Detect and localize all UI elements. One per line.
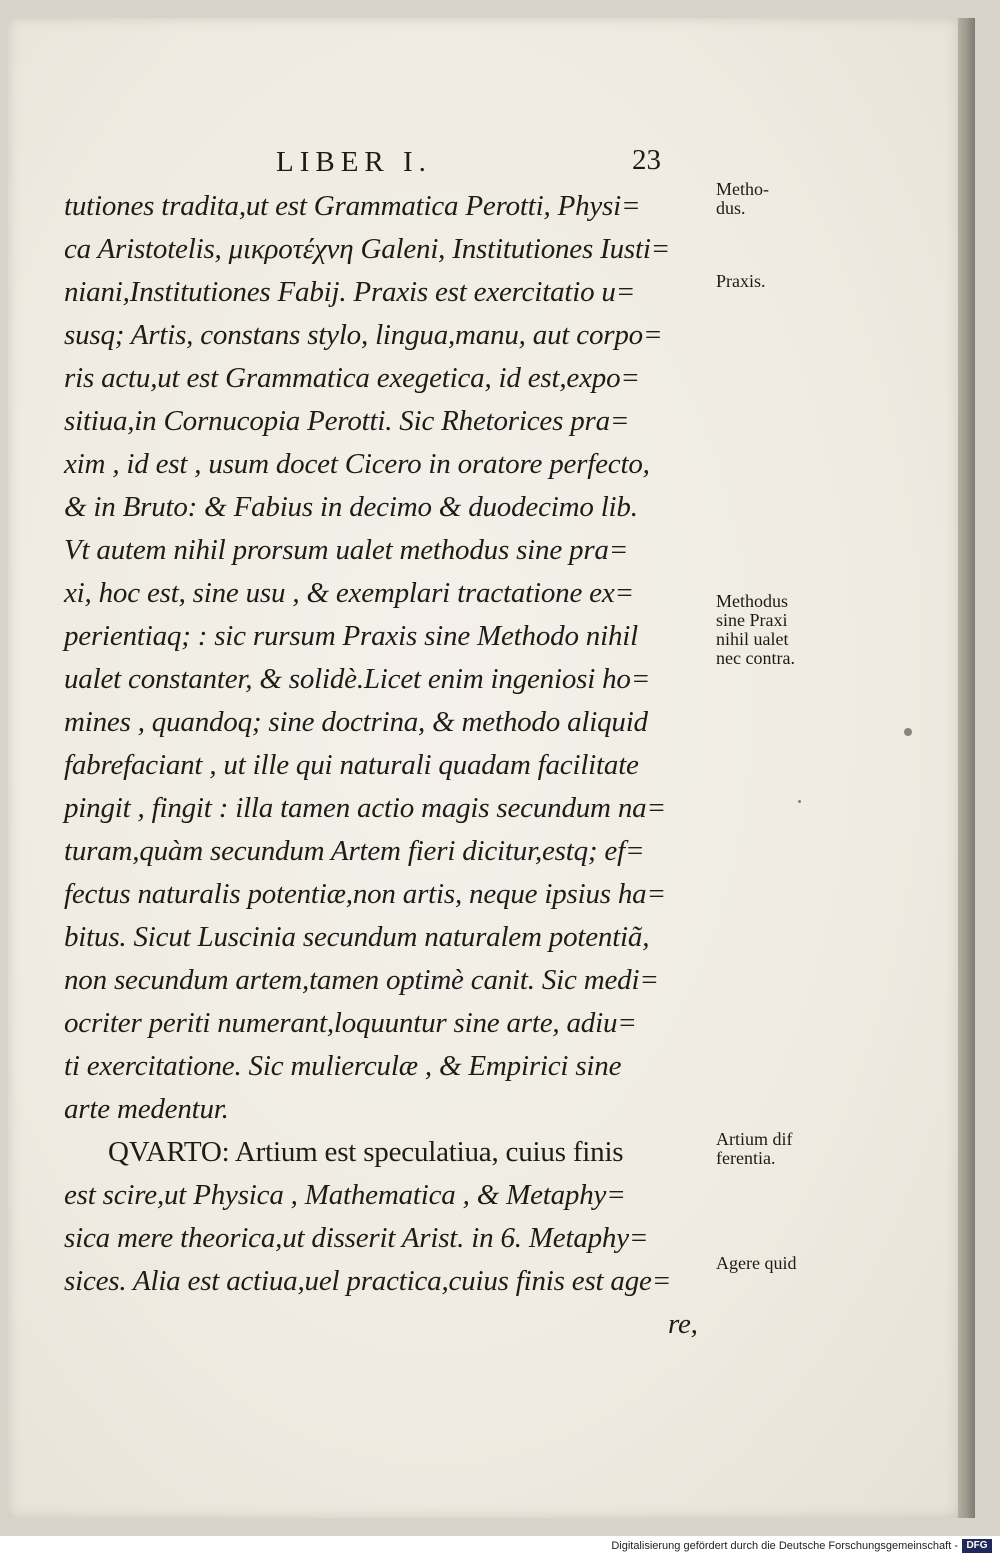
page-number: 23	[632, 144, 661, 176]
margin-note: Praxis.	[716, 271, 766, 291]
funding-credit: Digitalisierung gefördert durch die Deutsche Forschungsgemeinschaft -	[611, 1540, 958, 1552]
book-edge	[955, 18, 975, 1518]
text-line: sices. Alia est actiua,uel practica,cuius finis est age=	[64, 1265, 672, 1297]
text-line: non secundum artem,tamen optimè canit. Sic medi=	[64, 964, 659, 996]
margin-note: Agere quid	[716, 1253, 797, 1273]
text-line: mines , quandoq; sine doctrina, & methodo aliquid	[64, 706, 648, 738]
text-line: ris actu,ut est Grammatica exegetica, id est,expo=	[64, 362, 640, 394]
book-page	[8, 18, 958, 1518]
text-line: susq; Artis, constans stylo, lingua,manu, aut corpo=	[64, 319, 663, 351]
catchword: re,	[668, 1308, 698, 1340]
text-line: fectus naturalis potentiæ,non artis, neque ipsius ha=	[64, 878, 666, 910]
paper-speck	[904, 728, 912, 736]
text-line: est scire,ut Physica , Mathematica , & Metaphy=	[64, 1179, 626, 1211]
text-line: ca Aristotelis, μικροτέχνη Galeni, Institutiones Iusti=	[64, 233, 671, 265]
margin-note: Metho- dus.	[716, 179, 769, 218]
paper-speck	[798, 800, 801, 803]
text-line: niani,Institutiones Fabij. Praxis est exercitatio u=	[64, 276, 636, 308]
text-line: QVARTO: Artium est speculatiua, cuius finis	[108, 1136, 624, 1168]
text-line: xi, hoc est, sine usu , & exemplari tractatione ex=	[64, 577, 634, 609]
text-line: ocriter periti numerant,loquuntur sine arte, adiu=	[64, 1007, 637, 1039]
running-head: LIBER I.	[276, 146, 432, 178]
text-line: bitus. Sicut Luscinia secundum naturalem potentiã,	[64, 921, 650, 953]
text-line: tutiones tradita,ut est Grammatica Perotti, Physi=	[64, 190, 641, 222]
text-line: & in Bruto: & Fabius in decimo & duodecimo lib.	[64, 491, 638, 523]
footer-bar	[0, 1536, 1000, 1558]
text-line: ti exercitatione. Sic mulierculæ , & Empirici sine	[64, 1050, 622, 1082]
text-line: Vt autem nihil prorsum ualet methodus sine pra=	[64, 534, 629, 566]
text-line: perientiaq; : sic rursum Praxis sine Methodo nihil	[64, 620, 638, 652]
dfg-logo: DFG	[962, 1539, 992, 1553]
text-line: xim , id est , usum docet Cicero in oratore perfecto,	[64, 448, 650, 480]
text-line: sica mere theorica,ut disserit Arist. in 6. Metaphy=	[64, 1222, 649, 1254]
margin-note: Artium dif ferentia.	[716, 1129, 793, 1168]
text-line: arte medentur.	[64, 1093, 229, 1125]
text-line: pingit , fingit : illa tamen actio magis secundum na=	[64, 792, 666, 824]
text-line: sitiua,in Cornucopia Perotti. Sic Rhetorices pra=	[64, 405, 630, 437]
text-line: fabrefaciant , ut ille qui naturali quadam facilitate	[64, 749, 639, 781]
text-line: turam,quàm secundum Artem fieri dicitur,estq; ef=	[64, 835, 645, 867]
text-line: ualet constanter, & solidè.Licet enim ingeniosi ho=	[64, 663, 651, 695]
margin-note: Methodus sine Praxi nihil ualet nec contra.	[716, 591, 795, 668]
